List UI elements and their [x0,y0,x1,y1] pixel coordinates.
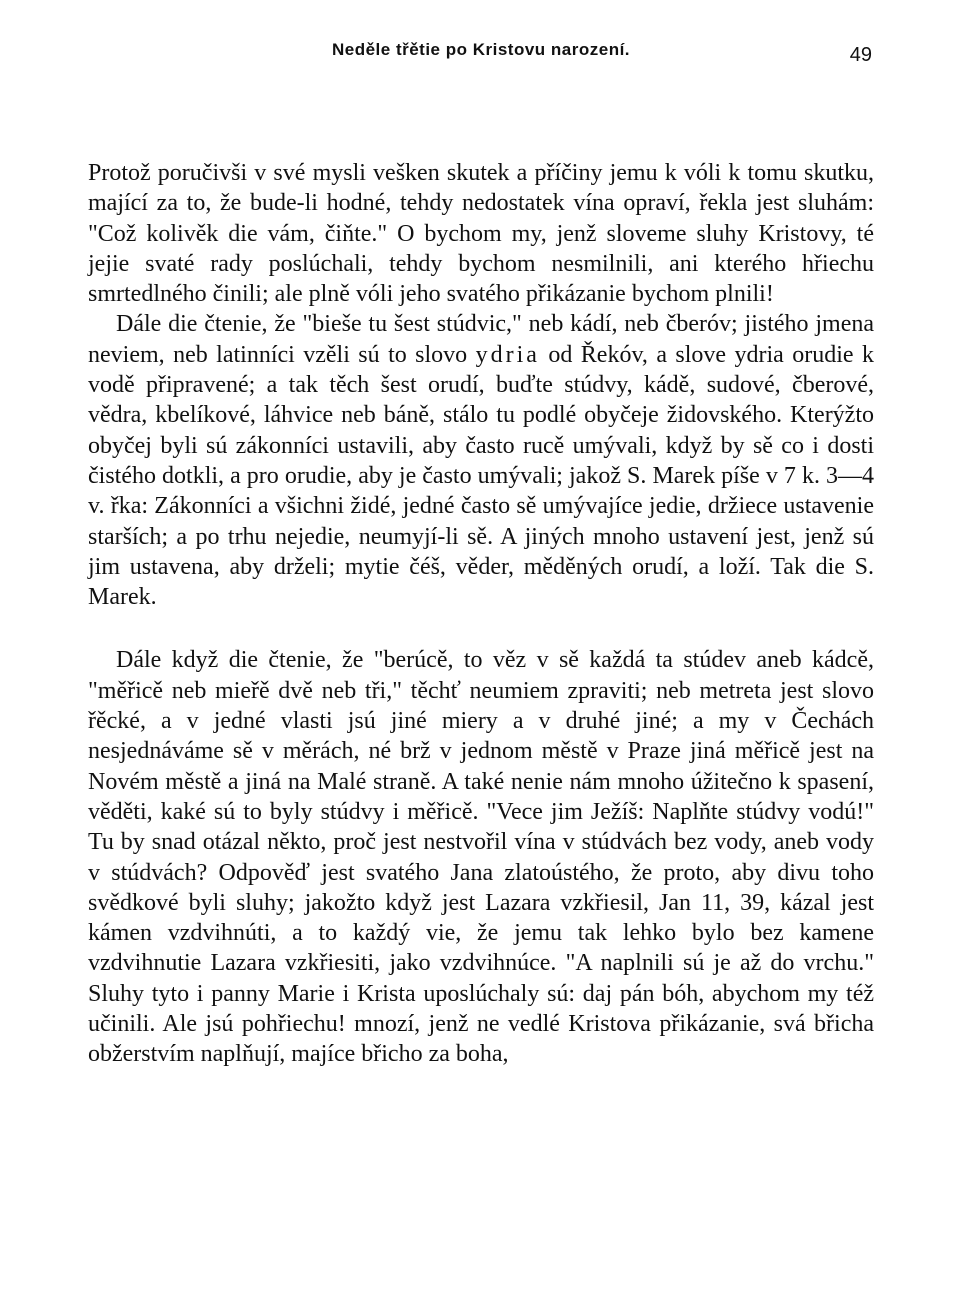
paragraph-2-text-after: od Řekóv, a slove ydria orudie k vodě připravené; a tak těch šest orudí, buďte stúdvy, kádě, sudové, čberové, vědra, kbelíkové, láhvice neb báně, stálo tu podlé obyčeje židovského. Kterýžto obyčej byli sú zákonníci ustavili, aby často rucě umývali, když by sě co i dosti čistého dotkli, a pro orudie, aby je často umývali; jakož S. Marek píše v 7 k. 3—4 v. řka: Zákonníci a všichni židé, jedné často sě umývajíce jedie, držiece ustavenie starších; a po trhu nejedie, neumyjí-li sě. A jiných mnoho ustavení jest, jenž sú jim ustavena, aby drželi; mytie čéš, věder, měděných orudí, a loží. Tak die S. Marek. [88,341,875,611]
paragraph-2-text-before: Dále die čtenie, že "bieše tu šest stúdvic," neb kádí, neb čberóv; jistého jmena neviem, neb latinníci vzěli sú to slovo [88,311,874,368]
body-text [88,158,874,1070]
spaced-word-ydria: ydria [475,341,540,368]
book-page [88,40,874,1070]
page-number: 49 [849,44,872,66]
running-head [88,40,874,76]
paragraph-3: Dále když die čtenie, že "berúcě, to věz v sě každá ta stúdev aneb kádcě, "měřicě neb mieřě dvě neb tři," těchť neumiem zpraviti; neb metreta jest slovo řěcké, a v jedné vlasti jsú jiné miery a v druhé jiné; a my v Čechách nesjednáváme sě v měrách, né brž v jednom městě v Praze jiná měřicě jest na Novém městě a jiná na Malé straně. A také nenie nám mnoho úžitečno k spasení, věděti, kaké sú to byly stúdvy i měřicě. "Vece jim Ježíš: Naplňte stúdvy vodú!" Tu by snad otázal někto, proč jest nestvořil vína v stúdvách bez vody, aneb vody v stúdvách? Odpověď jest svatého Jana zlatoústého, že proto, aby divu toho svědkové byli sluhy; jakožto když jest Lazara vzkřiesil, Jan 11, 39, kázal jest kámen vzdvihnúti, a to každý vie, že jemu tak lehko bylo bez kamene vzdvihnutie Lazara vzkřiesiti, jako vzdvihnúce. "A naplnili sú je až do vrchu." Sluhy tyto i panny Marie i Krista uposlúchaly sú: daj pán bóh, abychom my též učinili. Ale jsú pohřiechu! mnozí, jenž ne vedlé Kristova přikázanie, svá břicha obžerstvím naplňují, majíce břicho za boha, [88,647,874,1068]
paragraph-2 [88,309,874,612]
paragraph-1: Protož poručivši v své mysli vešken skutek a příčiny jemu k vóli k tomu skutku, mající za to, že bude-li hodné, tehdy nedostatek vína opraví, řekla jest sluhám: "Což kolivěk die vám, čiňte." O bychom my, jenž sloveme sluhy Kristovy, té jejie svaté rady poslúchali, tehdy bychom nesmilnili, ani kterého hřiechu smrtedlného činili; ale plně vóli jeho svatého přikázanie bychom plnili! [88,160,874,308]
running-title: Neděle třětie po Kristovu narození. [331,40,631,59]
